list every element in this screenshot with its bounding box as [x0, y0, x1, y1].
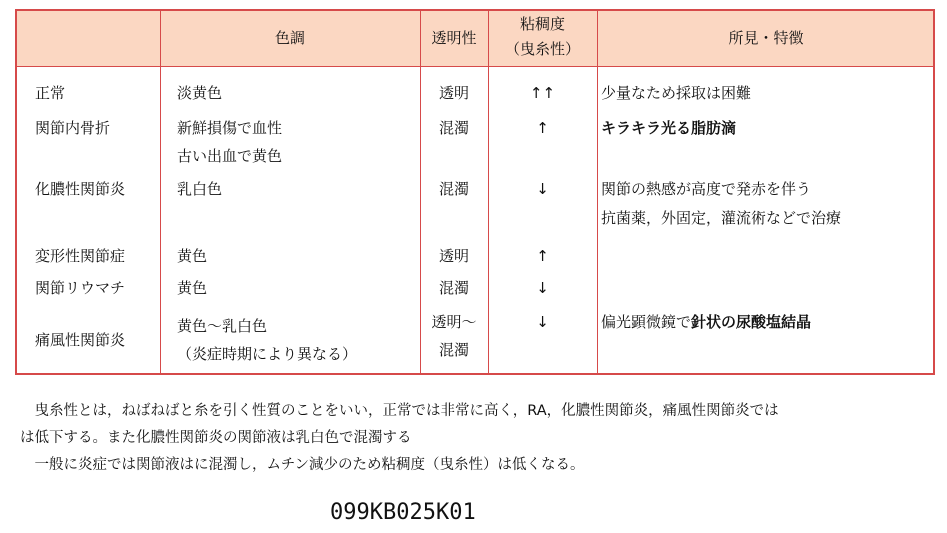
- paragraph-1-line-2: は低下する。また化膿性関節炎の関節液は乳白色で混濁する: [20, 430, 412, 446]
- row-clarity: 透明～: [431, 313, 477, 331]
- paragraph-1-line-1: 曳糸性とは，ねばねばと糸を引く性質のことをいい，正常では非常に高く，RA，化膿性関節炎，痛風性関節炎では: [20, 403, 779, 419]
- row-name: 正常: [35, 84, 66, 102]
- row-note-bold: キラキラ光る脂肪滴: [601, 119, 737, 137]
- row-color: （炎症時期により異なる）: [177, 345, 358, 363]
- row-color: 黄色: [177, 279, 208, 297]
- row-name: 関節内骨折: [35, 119, 111, 137]
- row-color: 古い出血で黄色: [177, 147, 283, 165]
- row-viscosity: ↑: [536, 247, 549, 265]
- row-clarity: 透明: [438, 247, 469, 265]
- row-viscosity: ↓: [536, 180, 549, 198]
- row-note: 少量なため採取は困難: [601, 84, 752, 102]
- row-name: 変形性関節症: [35, 247, 126, 265]
- row-viscosity: ↑: [536, 119, 549, 137]
- row-note: 関節の熱感が高度で発赤を伴う: [601, 180, 812, 198]
- row-clarity: 混濁: [438, 279, 469, 297]
- synovial-fluid-table: [15, 9, 935, 375]
- row-color: 黄色: [177, 247, 208, 265]
- document-code: 099KB025K01: [330, 500, 476, 525]
- row-viscosity: ↓: [536, 279, 549, 297]
- row-note-plain: 偏光顕微鏡で: [601, 313, 692, 331]
- row-color: 黄色～乳白色: [177, 317, 268, 335]
- row-viscosity: ↑↑: [529, 84, 556, 102]
- row-clarity: 混濁: [438, 341, 469, 359]
- header-clarity: 透明性: [431, 29, 477, 47]
- row-color: 乳白色: [177, 180, 223, 198]
- row-color: 新鮮損傷で血性: [177, 119, 283, 137]
- header-color: 色調: [274, 29, 305, 47]
- header-notes: 所見・特徴: [728, 29, 804, 47]
- row-viscosity: ↓: [536, 313, 549, 331]
- row-clarity: 混濁: [438, 180, 469, 198]
- row-clarity: 混濁: [438, 119, 469, 137]
- row-note: [601, 114, 736, 142]
- row-note: [601, 308, 811, 336]
- row-note: 抗菌薬，外固定，灌流術などで治療: [601, 209, 842, 227]
- header-viscosity-line1: 粘稠度: [519, 15, 565, 33]
- row-name: 痛風性関節炎: [35, 331, 126, 349]
- row-clarity: 透明: [438, 84, 469, 102]
- row-color: 淡黄色: [177, 84, 223, 102]
- column-divider: [597, 11, 598, 373]
- row-name: 化膿性関節炎: [35, 180, 126, 198]
- row-name: 関節リウマチ: [35, 279, 126, 297]
- column-divider: [160, 11, 161, 373]
- header-viscosity-line2: （曳糸性）: [504, 40, 580, 58]
- paragraph-2: 一般に炎症では関節液はに混濁し，ムチン減少のため粘稠度（曳糸性）は低くなる。: [20, 457, 585, 473]
- row-note-bold: 針状の尿酸塩結晶: [691, 313, 812, 331]
